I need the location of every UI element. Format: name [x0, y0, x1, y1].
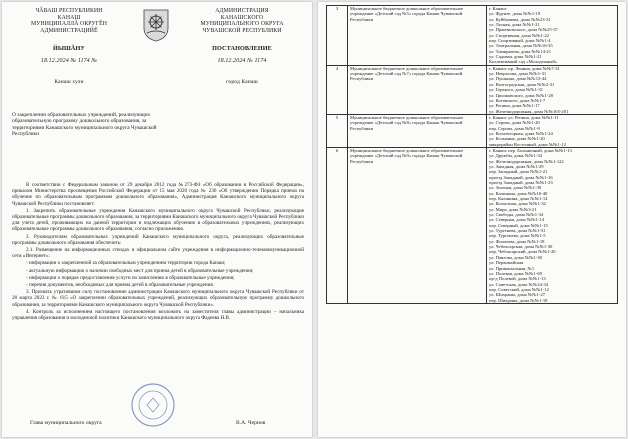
row-number: 5 [327, 114, 348, 147]
address-line: ул. Калинина, дома №№16-40 [489, 190, 548, 196]
address-line: ул. Зеленая, дома №№1-39 [489, 185, 542, 191]
row-number: 4 [327, 65, 348, 114]
address-line: ул. Свободы, дома №№1-34 [489, 212, 544, 218]
address-line: проезд Западный, дома №№1-16 [489, 174, 553, 180]
header-left-line2: КАНАШ [57, 14, 81, 21]
address-line: ул. Спортивная, дома №№1-22 [489, 32, 550, 38]
body-paragraph: - информации о порядке предоставления услуги по зачислению в образовательные учреждения; [26, 274, 235, 281]
header-chuvash [10, 8, 128, 85]
appendix-page [318, 2, 626, 437]
territory-table [326, 5, 618, 304]
address-line: пер. Западный, дома №№1-21 [489, 169, 548, 175]
body-paragraph: 4. Контроль за исполнением настоящего постановления возложить на заместителя главы администрации – начальника управления образования и молодежной политики Канашского муниципального округа Фадеева Н.В. [12, 308, 304, 322]
decree-date-russian: 18.12.2024 № 1174 [217, 57, 267, 64]
address-line: пер. Спортивный, дома №№1-4 [489, 38, 551, 44]
address-line: г. Канаш: [489, 6, 508, 11]
decree-date-chuvash: 18.12.2024 № 1174 № [40, 57, 98, 64]
table-row [327, 65, 618, 114]
address-line: ул. Павлова, дома №№1-30 [489, 254, 542, 260]
address-line: пер. Чебоксарский, дома №№1-20 [489, 249, 556, 255]
header-right-line2: КАНАШСКОГО [220, 14, 264, 21]
address-line: ул. Полевая, дома №№1-69 [489, 270, 542, 276]
body-paragraph: - информации о закрепленной за образовательным учреждением территории города Канаш; [26, 260, 226, 267]
address-line: ул. Чебоксарская, дома №№1-30 [489, 244, 553, 250]
address-line: пер. Шихраны, дома №№1-18 [489, 297, 548, 303]
institution-name: Муниципальное бюджетное дошкольное образовательное учреждение «Детский сад №7» города Канаш Чувашской Республики [348, 65, 487, 114]
body-paragraph: 2.1. Размещение на информационных стендах и официальном сайте учреждения в информационно-телекоммуникационной сети «Интернет»: [12, 247, 304, 260]
address-line: ул. Котовского, дома №№1-7 [489, 97, 546, 103]
address-line: пер. Тургенева, дома №№1-5 [489, 233, 546, 239]
address-line: ул. Пржевальского, дома №№25-37 [489, 27, 558, 33]
signatory-name: В.А. Чернов [236, 420, 266, 426]
body-paragraph: - актуальную информацию о наличии свободных мест для приема детей в образовательные учреждения; [26, 267, 254, 274]
address-line: ул. Шихраны, дома №№1-27 [489, 292, 546, 298]
address-line: ул. Привокзальная, №1 [489, 265, 535, 271]
header-left-line4: АДМИНИСТРАЦИЙĔ [40, 27, 98, 34]
address-line: ул. Пушкина, дома №№13-44 [489, 76, 547, 82]
table-body [327, 6, 618, 304]
body-paragraph: - перечня документов, необходимых для приема детей в образовательные учреждения. [26, 282, 214, 289]
address-line: г. Канаш: пр. Ленина, дома №№7-31 [489, 65, 560, 71]
address-line: г. Канаш: пер. Больничный, дома №№1-13 [489, 147, 572, 153]
decree-page [2, 2, 312, 437]
body-paragraph: 2. Руководителям образовательных учреждений Канашского муниципального округа, реализующих образовательные программы дошкольного образования обеспечить: [12, 233, 304, 246]
address-line: ул. Дружбы, дома №№1-34 [489, 153, 542, 159]
assigned-addresses [487, 6, 618, 66]
address-line: ул. Циолковского, дома №№1-28 [489, 92, 553, 98]
address-line: ул. Коллекторная, дома №№1-24 [489, 130, 553, 136]
assigned-addresses [487, 65, 618, 114]
address-line: ул. Колхозная, дома №№1-32 [489, 201, 546, 207]
address-line: ул. Некрасова, дома №№1-31 [489, 71, 547, 77]
body-paragraph: В соответствии с Федеральным законом от 29 декабря 2012 года №273-ФЗ «Об образовании в Российской Федерации», приказом Министерства просвещения Российской Федерации от 15 мая 2020 года № 236 «Об утверждении Порядка приема на обучение по образовательным программам дошкольного образования», Администрация Канашского муниципального округа Чувашской Республики постановляет: [12, 182, 304, 207]
decree-title-russian: ПОСТАНОВЛЕНИЕ [212, 45, 272, 53]
address-line: ул. Западная, дома №№1-29 [489, 163, 544, 169]
address-line: ул. Волгоградская, дома №№2-31 [489, 81, 555, 87]
address-line: ул. Лесная, дома №№1-21 [489, 22, 540, 28]
address-line: Коллективный сад «Молодежный» [489, 59, 558, 65]
row-number: 3 [327, 6, 348, 66]
address-line: ул. Первомайская [489, 260, 524, 266]
address-line: пер. Северный, дома №№1-15 [489, 222, 548, 228]
address-line: ул. Козьмина, дома №№1-20 [489, 136, 545, 142]
header-left-line1: ЧĂВАШ РЕСПУБЛИКИН [35, 8, 103, 14]
signatory-title: Глава муниципального округа [30, 420, 102, 426]
address-line: ул. Куйбышева, дома №№23-31 [489, 16, 551, 22]
header-right-line4: ЧУВАШСКОЙ РЕСПУБЛИКИ [202, 27, 282, 34]
address-line: пер. Калинина, дома №№1-14 [489, 196, 548, 202]
address-line: ул. Филатова, дома №№1-18 [489, 238, 545, 244]
address-line: ул. Фрунзе, дома №№1-19 [489, 11, 541, 17]
row-number: 6 [327, 147, 348, 303]
address-line: ул. Тимирязева, дома №№14-21 [489, 48, 551, 54]
city-chuvash: Канаш хули [54, 78, 84, 85]
address-line: ул. Садовая, дома №№1-21 [489, 54, 542, 60]
address-line: ул. Железнодорожная, дома №№165-201 [489, 108, 569, 114]
address-line: ул. Горького, дома №№1-31 [489, 87, 544, 93]
assigned-addresses [487, 114, 618, 147]
body-paragraph: 1. Закрепить образовательные учреждения Канашского муниципального округа Чувашской Республики, реализующие образовательные программы дошкольного образования, за территориями Канашского муниципального округа Чувашской Республики для учета детей, проживающих на данной территории и подлежащих обучению в образовательных учреждениях, реализующих образовательные программы дошкольного образования, согласно приложению. [12, 207, 304, 233]
header-russian [180, 8, 304, 85]
table-row [327, 6, 618, 66]
city-russian: город Канаш [226, 78, 258, 85]
table-row [327, 147, 618, 303]
table-row [327, 114, 618, 147]
institution-name: Муниципальное бюджетное дошкольное образовательное учреждение «Детский сад №5» города Канаш Чувашской Республики [348, 6, 487, 66]
address-line: проезд Западный, дома №№1-23 [489, 180, 553, 185]
body-paragraph: 3. Признать утратившим силу постановление администрации Канашского муниципального округа Чувашской Республики от 28 марта 2023 г. № 615 «О закреплении образовательных учреждений, реализующих образовательную программу дошкольного образования, за территориями Канашского муниципального округа Чувашской Республики». [12, 289, 304, 308]
decree-title-chuvash: ЙЫШĂНУ [52, 45, 86, 53]
official-stamp-icon [130, 382, 176, 428]
assigned-addresses [487, 147, 618, 303]
address-line: ул. Серова, дома №№1-20 [489, 120, 540, 126]
decree-body [12, 182, 304, 322]
header-left-line3: МУНИЦИПАЛЛĂ ОКРУГĔН [30, 21, 108, 28]
address-line: пр-д Полевой, дома №№1-13 [489, 276, 546, 282]
address-line: микрорайон Восточный, дома №№1-12 [489, 141, 566, 147]
institution-name: Муниципальное бюджетное дошкольное образовательное учреждение «Детский сад №8» города Канаш Чувашской Республики [348, 114, 487, 147]
header-right-line1: АДМИНИСТРАЦИЯ [215, 8, 269, 14]
address-line: г. Канаш: ул. Репина, дома №№1-11 [489, 114, 559, 120]
address-line: пер. Серова, дома №№1-9 [489, 125, 540, 131]
decree-subject: О закреплении образовательных учреждений, реализующих образовательную программу дошкольного образования, за территориями Канашского муниципального округа Чувашской Республики [12, 112, 157, 138]
header-right-line3: МУНИЦИПАЛЬНОГО ОКРУГА [200, 21, 284, 28]
institution-name: Муниципальное бюджетное дошкольное образовательное учреждение «Детский сад №9» города Канаш Чувашской Республики [348, 147, 487, 303]
coat-of-arms-icon [141, 8, 171, 42]
address-line: ул. Тургенева, дома №№1-31 [489, 228, 546, 234]
address-line: пер. Советский, дома №№1-12 [489, 286, 549, 292]
address-line: ул. Советская, дома №№24-34 [489, 281, 549, 287]
address-line: ул. Тентральная, дома №№16-35 [489, 43, 553, 49]
address-line: ул. Железнодорожная, дома №№1-122 [489, 158, 564, 164]
address-line: ул. Северная, дома №№1-14 [489, 217, 545, 223]
address-line: ул. Репина, дома №№1-17 [489, 103, 540, 109]
address-line: ул. Мира, дома №№3-21 [489, 206, 537, 212]
